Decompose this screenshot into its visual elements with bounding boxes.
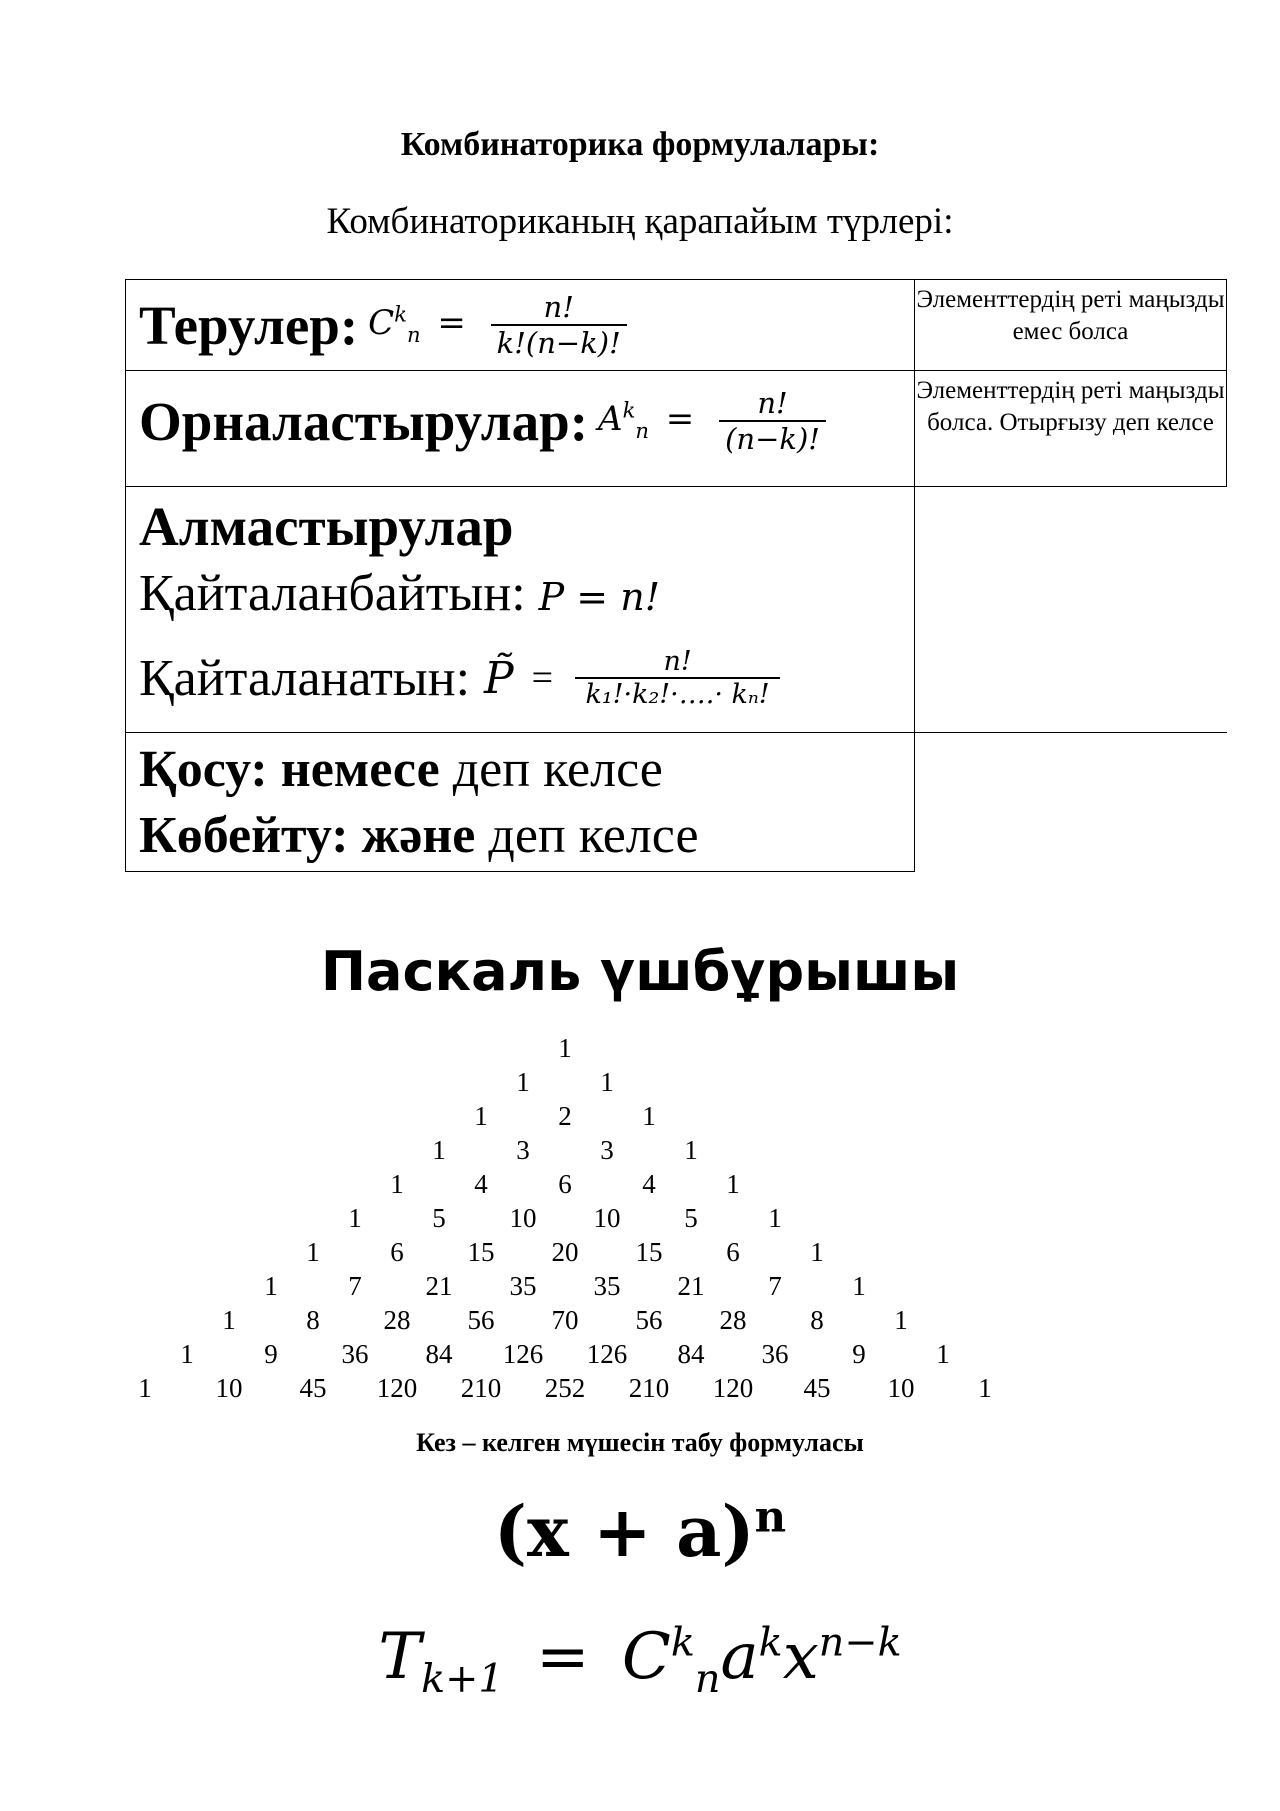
combinations-denominator: k!(n−k)!: [496, 326, 621, 360]
pascal-number: 1: [642, 1101, 656, 1131]
pascal-number: 120: [712, 1373, 754, 1403]
pascal-number: 1: [432, 1135, 446, 1165]
sum-rule-rest: деп келсе: [452, 741, 663, 798]
general-term-eq: =: [535, 1620, 590, 1694]
pascal-number: 84: [677, 1339, 705, 1369]
combinations-sup: k: [394, 301, 407, 327]
pascal-number: 35: [509, 1271, 537, 1301]
pascal-number: 45: [803, 1373, 831, 1403]
combinations-fraction: [491, 290, 627, 360]
pascal-number: 1: [810, 1237, 824, 1267]
pascal-number: 2: [558, 1101, 572, 1131]
pascal-number: 56: [635, 1305, 663, 1335]
general-term-lhs: T: [378, 1620, 422, 1694]
pascal-number: 9: [264, 1339, 278, 1369]
arrangements-eq: =: [665, 399, 695, 439]
product-rule-rest: деп келсе: [488, 807, 699, 864]
pascal-number: 28: [383, 1305, 411, 1335]
pascal-number: 6: [726, 1237, 740, 1267]
pascal-number: 1: [222, 1305, 236, 1335]
pascal-number: 1: [306, 1237, 320, 1267]
pascal-number: 126: [502, 1339, 544, 1369]
combinations-cell: [126, 280, 915, 371]
pascal-number: 1: [264, 1271, 278, 1301]
general-term-c-sup: k: [670, 1619, 695, 1666]
combinations-note: Элементтердің реті маңызды емес болса: [916, 286, 1225, 345]
general-term-lhs-sub: k+1: [421, 1655, 504, 1702]
pascal-number: 8: [306, 1305, 320, 1335]
permutations-label: Алмастырулар: [139, 496, 514, 557]
pascal-number: 36: [341, 1339, 369, 1369]
pascal-number: 1: [936, 1339, 950, 1369]
pascal-number: 4: [474, 1169, 488, 1199]
pascal-number: 28: [719, 1305, 747, 1335]
pascal-number: 1: [726, 1169, 740, 1199]
arrangements-cell: [126, 371, 915, 487]
combinations-label: Терулер:: [139, 294, 359, 356]
pascal-number: 36: [761, 1339, 789, 1369]
pascal-number: 7: [768, 1271, 782, 1301]
combinations-note-cell: [915, 280, 1227, 371]
permutations-empty-cell: [915, 487, 1227, 733]
pascal-number: 70: [551, 1305, 579, 1335]
product-rule-label: Көбейту:: [139, 807, 349, 864]
arrangements-sub: n: [635, 417, 649, 443]
formula-caption: Кез – келген мүшесін табу формуласы: [416, 1428, 864, 1457]
pascal-number: 252: [544, 1373, 586, 1403]
general-term-x: x: [782, 1620, 819, 1694]
pascal-number: 84: [425, 1339, 453, 1369]
combinations-symbol: C: [368, 303, 395, 343]
rules-empty-cell: [915, 733, 1227, 872]
pascal-number: 9: [852, 1339, 866, 1369]
arrangements-symbol: A: [598, 399, 623, 439]
general-term-c-sub: n: [694, 1655, 721, 1702]
sum-rule-line: [126, 733, 914, 803]
pascal-number: 126: [586, 1339, 628, 1369]
pascal-number: 56: [467, 1305, 495, 1335]
general-term-a: a: [720, 1620, 759, 1694]
combinations-formula: [368, 290, 627, 360]
permutations-repeat-label: Қайталанатын:: [139, 649, 471, 707]
combinations-eq: =: [437, 303, 466, 343]
arrangements-formula: [598, 386, 826, 456]
pascal-title: Паскаль үшбұрышы: [320, 940, 960, 1003]
pascal-number: 21: [425, 1271, 453, 1301]
permutations-repeat-line: [126, 632, 914, 724]
pascal-number: 15: [467, 1237, 495, 1267]
pascal-number: 5: [684, 1203, 698, 1233]
binomial-exponent: n: [754, 1491, 787, 1543]
pascal-number: 6: [558, 1169, 572, 1199]
sum-rule-keyword: немесе: [280, 741, 440, 798]
pascal-number: 1: [138, 1373, 152, 1403]
pascal-number: 10: [887, 1373, 915, 1403]
pascal-number: 1: [390, 1169, 404, 1199]
pascal-number: 3: [516, 1135, 530, 1165]
rules-cell: [126, 733, 915, 872]
pascal-number: 15: [635, 1237, 663, 1267]
product-rule-line: [126, 803, 914, 869]
arrangements-sup: k: [622, 397, 636, 423]
sum-rule-label: Қосу:: [139, 741, 268, 798]
pascal-number: 20: [551, 1237, 579, 1267]
permutations-cell: [126, 487, 915, 733]
pascal-number: 10: [593, 1203, 621, 1233]
arrangements-denominator: (n−k)!: [725, 422, 820, 456]
arrangements-note: Элементтердің реті маңызды болса. Отырғызу деп келсе: [916, 377, 1225, 436]
pascal-number: 1: [684, 1135, 698, 1165]
pascal-number: 6: [390, 1237, 404, 1267]
pascal-number: 1: [852, 1271, 866, 1301]
pascal-number: 10: [509, 1203, 537, 1233]
pascal-number: 1: [516, 1067, 530, 1097]
pascal-number: 1: [474, 1101, 488, 1131]
permutations-repeat-numerator: n!: [663, 646, 692, 677]
arrangements-row: [126, 371, 1227, 487]
combinations-sub: n: [406, 321, 421, 347]
permutations-row: [126, 487, 1227, 733]
arrangements-numerator: n!: [757, 386, 788, 420]
general-term-c: C: [621, 1620, 671, 1694]
arrangements-label: Орналастырулар:: [139, 390, 589, 452]
general-term-x-sup: n−k: [818, 1619, 902, 1666]
pascal-number: 1: [348, 1203, 362, 1233]
permutations-repeat-symbol: P̃: [484, 652, 514, 704]
pascal-number: 1: [558, 1033, 572, 1063]
pascal-number: 210: [460, 1373, 502, 1403]
binomial-base: (x + a): [493, 1490, 755, 1573]
arrangements-note-cell: [915, 371, 1227, 487]
combinations-row: [126, 280, 1227, 371]
pascal-number: 4: [642, 1169, 656, 1199]
pascal-number: 120: [376, 1373, 418, 1403]
pascal-number: 8: [810, 1305, 824, 1335]
permutations-repeat-fraction: [575, 646, 780, 710]
permutations-repeat-eq: =: [531, 657, 554, 699]
permutations-nonrepeat-line: [126, 559, 914, 632]
permutations-nonrepeat-formula: P = n!: [538, 575, 660, 619]
pascal-number: 1: [600, 1067, 614, 1097]
formula-table: [125, 279, 1227, 872]
pascal-number: 5: [432, 1203, 446, 1233]
pascal-number: 210: [628, 1373, 670, 1403]
pascal-number: 1: [768, 1203, 782, 1233]
pascal-number: 1: [978, 1373, 992, 1403]
product-rule-keyword: және: [361, 807, 476, 864]
general-term-a-sup: k: [758, 1619, 783, 1666]
pascal-number: 3: [600, 1135, 614, 1165]
pascal-number: 1: [894, 1305, 908, 1335]
binomial-expression: [0, 1490, 1280, 1573]
rules-row: [126, 733, 1227, 872]
pascal-number: 1: [180, 1339, 194, 1369]
pascal-number: 10: [215, 1373, 243, 1403]
general-term-formula: [0, 1619, 1280, 1702]
pascal-number: 35: [593, 1271, 621, 1301]
combinations-numerator: n!: [543, 290, 574, 324]
permutations-nonrepeat-label: Қайталанбайтын:: [139, 565, 526, 622]
permutations-repeat-denominator: k₁!·k₂!·….· kₙ!: [585, 679, 770, 710]
page-title: Комбинаторика формулалары:: [400, 126, 880, 163]
pascal-number: 45: [299, 1373, 327, 1403]
arrangements-fraction: [719, 386, 826, 456]
page-subtitle: Комбинаториканың қарапайым түрлері:: [326, 201, 954, 242]
pascal-number: 7: [348, 1271, 362, 1301]
pascal-number: 21: [677, 1271, 705, 1301]
